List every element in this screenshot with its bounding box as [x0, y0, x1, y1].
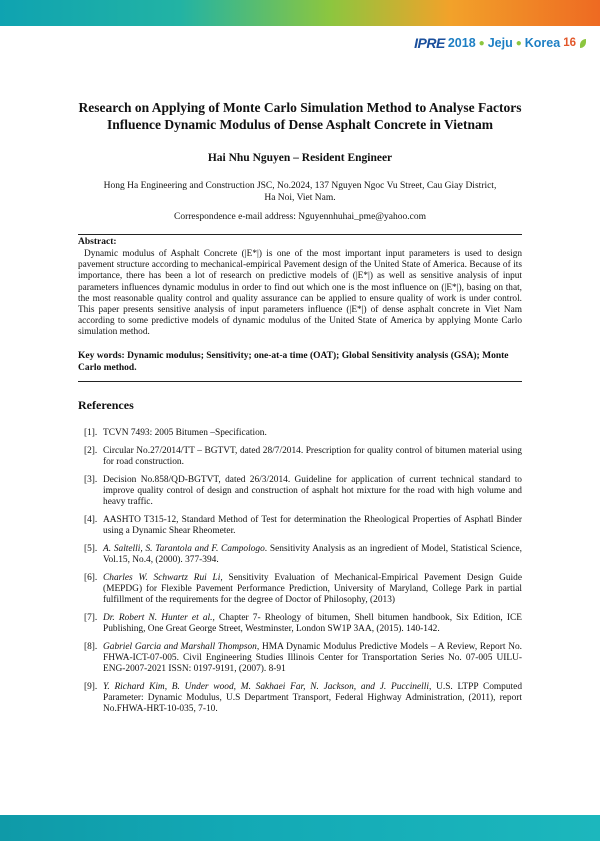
- reference-item: [84, 544, 522, 566]
- keywords-label: Key words:: [78, 351, 125, 361]
- reference-item: [84, 682, 522, 716]
- reference-number: [2].: [84, 445, 98, 456]
- conference-logo: [414, 35, 586, 51]
- reference-text: [103, 642, 522, 676]
- reference-item: [84, 515, 522, 537]
- keywords-text: Dynamic modulus; Sensitivity; one-at-a time (OAT); Global Sensitivity analysis (GSA); Monte Carlo method: [78, 351, 509, 373]
- author-affiliation: Hong Ha Engineering and Construction JSC, No.2024, 137 Nguyen Ngoc Vu Street, Cau Giay District, Ha Noi, Viet Nam.: [103, 181, 497, 203]
- reference-authors: Dr. Robert N. Hunter et al.,: [103, 612, 215, 623]
- reference-number: [8].: [84, 641, 98, 652]
- reference-text: [103, 446, 522, 468]
- abstract-heading: Abstract:: [78, 237, 117, 247]
- abstract-text: Dynamic modulus of Asphalt Concrete (|E*|) is one of the most important input parameters is used to design pavement structure according to mechanical-empirical Pavement design of the United State of America. Because of its importance, there has been a lot of research on predictive models of (|E*|) as well as sensitive analysis of input parameters influences dynamic modulus in order to find out which one is the most influence on (|E*|), basing on that, the most reasonable quality control and quality assurance can be applied to ensure quality of work is under control. This paper presents sensitive analysis of input parameters influence (|E*|) of dense asphalt concrete in Viet Nam according to some predictive models of dynamic modulus of the United State of America by applying Monte Carlo simulation method.: [78, 249, 522, 338]
- reference-number: [9].: [84, 681, 98, 692]
- top-gradient-bar: [0, 0, 600, 26]
- keywords: Key words: Dynamic modulus; Sensitivity; one-at-a time (OAT); Global Sensitivity analysis (GSA); Monte Carlo method.: [78, 351, 509, 373]
- reference-item: [84, 573, 522, 607]
- reference-authors: A. Saltelli, S. Tarantola and F. Campologo: [103, 543, 265, 554]
- references-list: [84, 428, 522, 722]
- reference-text: [103, 475, 522, 509]
- reference-body: Chapter 7- Rheology of bitumen, Shell bitumen handbook, Six Edition, ICE Publishing, One Great George Street, Westminster, London SW1P 3AA, (2015). 140-142.: [103, 612, 523, 634]
- reference-text: [103, 515, 522, 537]
- logo-brand: IPRE: [414, 35, 445, 51]
- logo-city: Jeju: [487, 36, 513, 50]
- reference-body: Decision No.858/QD-BGTVT, dated 26/3/2014. Guideline for application of current technical standard to improve quality control of design and construction of asphalt hot mixture for the road with high volume and heavy traffic.: [103, 474, 522, 508]
- paper-author: Hai Nhu Nguyen – Resident Engineer: [207, 152, 393, 164]
- reference-number: [4].: [84, 514, 98, 525]
- divider: [78, 381, 522, 382]
- reference-authors: Y. Richard Kim, B. Under wood, M. Sakhaei Far, N. Jackson, and J. Puccinelli: [103, 681, 429, 692]
- reference-body: , Sensitivity Evaluation of Mechanical-Empirical Pavement Design Guide (MEPDG) for Flexible Pavement Performance Prediction, University of Maryland, College Park in partial fulfillment of the requirements for the degree of Doctor of Philosophy, (2013): [103, 572, 522, 605]
- leaf-icon: [580, 39, 586, 48]
- reference-number: [5].: [84, 543, 98, 554]
- reference-item: [84, 446, 522, 468]
- reference-item: [84, 642, 522, 676]
- reference-number: [1].: [84, 428, 98, 438]
- reference-text: [103, 428, 522, 439]
- divider: [78, 234, 522, 235]
- reference-text: [103, 544, 522, 566]
- reference-authors: Gabriel Garcia and Marshall Thompson: [103, 641, 257, 652]
- reference-body: . Sensitivity Analysis as an ingredient of Model, Statistical Science, Vol.15, No.4, (2000). 377-394.: [103, 543, 523, 565]
- reference-number: [7].: [84, 612, 98, 623]
- paper-title: Research on Applying of Monte Carlo Simulation Method to Analyse Factors Influence Dynamic Modulus of Dense Asphalt Concrete in Vietnam: [78, 100, 522, 132]
- references-heading: References: [78, 398, 134, 412]
- reference-authors: Charles W. Schwartz Rui Li: [103, 572, 221, 583]
- reference-body: TCVN 7493: 2005 Bitumen –Specification.: [103, 428, 267, 438]
- reference-number: [6].: [84, 572, 98, 583]
- reference-body: , HMA Dynamic Modulus Predictive Models – A Review, Report No. FHWA-ICT-07-005. Civil Engineering Studies Illinois Center for Transportation Series No. 07-005 UILU-ENG-2007-2021 ISSN: 0197-9191, (2007). 8-91: [103, 641, 522, 674]
- logo-year: 2018: [447, 36, 476, 50]
- correspondence-email: Correspondence e-mail address: Nguyennhuhai_pme@yahoo.com: [174, 212, 426, 222]
- reference-text: [103, 573, 522, 607]
- reference-item: [84, 475, 522, 509]
- logo-country: Korea: [524, 36, 561, 50]
- reference-number: [3].: [84, 474, 98, 485]
- reference-body: AASHTO T315-12, Standard Method of Test for determination the Rheological Properties of Asphatl Binder using a Dynamic Shear Rheometer.: [103, 514, 522, 536]
- reference-body: Circular No.27/2014/TT – BGTVT, dated 28/7/2014. Prescription for quality control of bitumen material using for road construction.: [103, 445, 522, 467]
- reference-text: [103, 613, 522, 635]
- reference-item: [84, 613, 522, 635]
- logo-number: 16: [563, 37, 576, 49]
- reference-body: , U.S. LTPP Computed Parameter: Dynamic Modulus, U.S Department Transport, Federal Highway Administration, (2011), report No.FHWA-HRT-10-035, 7-10.: [103, 681, 523, 715]
- logo-dot: ●: [515, 37, 522, 49]
- reference-item: [84, 428, 522, 439]
- reference-text: [103, 682, 522, 716]
- bottom-teal-bar: [0, 815, 600, 841]
- logo-dot: ●: [478, 37, 485, 49]
